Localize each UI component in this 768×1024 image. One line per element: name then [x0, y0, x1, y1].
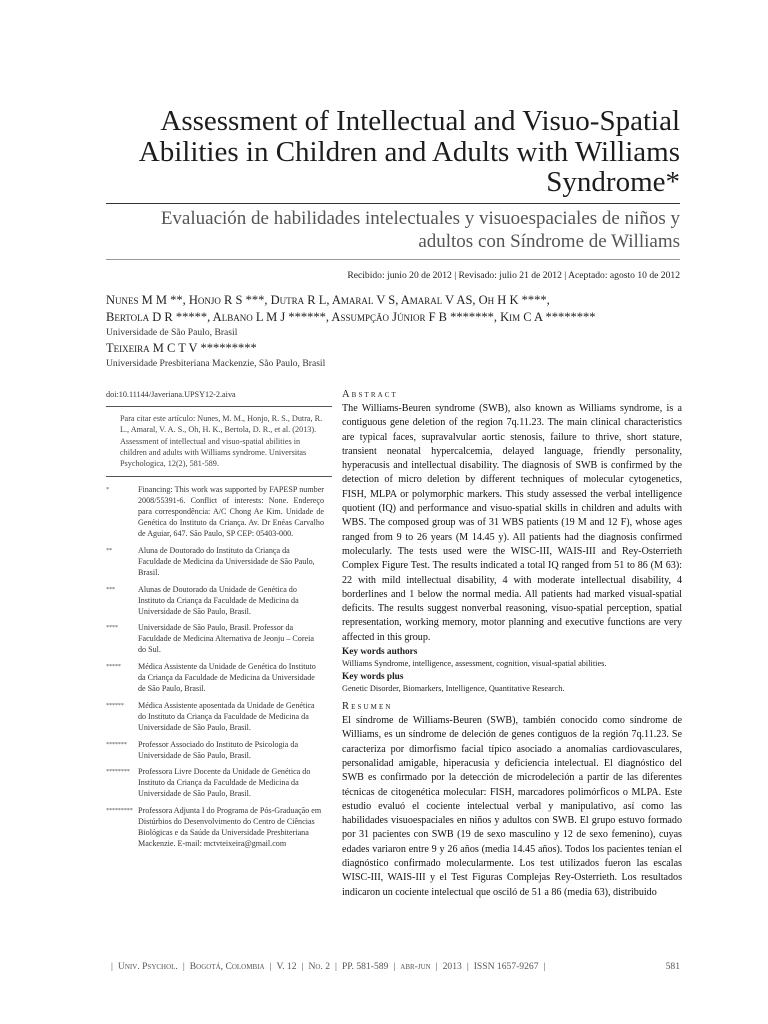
footnote — [106, 806, 326, 850]
resumen-section — [342, 701, 682, 900]
journal-info: | Univ. Psychol. | Bogotá, Colombia | V. 12 | No. 2 | PP. 581-589 | abr-jun | 2013 | ISSN 1657-9267 | — [111, 961, 546, 972]
authors-line-1: Nunes M M **, Honjo R S ***, Dutra R L, Amaral V S, Amaral V AS, Oh H K ****, — [106, 293, 550, 307]
left-column — [106, 389, 326, 856]
footnote-text: Professor Associado do Instituto de Psicologia da Universidade de São Paulo, Brasil. — [138, 739, 299, 760]
footnote — [106, 546, 326, 579]
footnote-text: Universidade de São Paulo, Brasil. Professor da Faculdade de Medicina Alternativa de Jeonju – Coreia do Sul. — [138, 623, 314, 655]
affiliation-1: Universidade de São Paulo, Brasil — [106, 327, 238, 338]
footer-pages: PP. 581-589 — [341, 961, 389, 972]
received-dates: Recibido: junio 20 de 2012 | Revisado: julio 21 de 2012 | Aceptado: agosto 10 de 2012 — [347, 270, 680, 281]
keywords-authors: Williams Syndrome, intelligence, assessment, cognition, visual-spatial abilities. — [342, 659, 607, 669]
title-divider — [106, 203, 680, 204]
footnote — [106, 767, 326, 800]
footnote-text: Aluna de Doutorado do Instituto da Criança da Faculdade de Medicina da Universidade de São Paulo, Brasil. — [138, 546, 315, 577]
citation-note: Para citar este artículo: Nunes, M. M., Honjo, R. S., Dutra, R. L., Amaral, V. A. S., Oh, H. K., Bertola, D. R., et al. (2013). Assessment of intellectual and visuo-spatial abilities in children and adults with Williams syndrome. Universitas Psychologica, 12(2), 581-589. — [120, 414, 323, 469]
page-footer — [106, 961, 680, 977]
footer-journal: Univ. Psychol. — [117, 961, 178, 972]
doi-divider — [106, 406, 332, 407]
footnote — [106, 740, 326, 762]
footer-volume: V. 12 — [276, 961, 297, 972]
footnote-mark: ** — [106, 547, 112, 555]
footer-year: 2013 — [442, 961, 462, 972]
doi-link[interactable]: doi:10.11144/Javeriana.UPSY12-2.aiva — [106, 390, 236, 399]
keywords-plus-label: Key words plus — [342, 672, 404, 683]
abstract-text: The Williams-Beuren syndrome (SWB), also known as Williams syndrome, is a contiguous gene deletion of the region 7q.11.23. The main clinical characteristics are typical faces, supravalvular aortic stenosis, failure to thrive, short stature, transient neonatal hypercalcemia, delayed language, friendly personality, hyperacusis and intellectual disability. The diagnosis of SWB is confirmed by the detection of micro deletion by different techniques of molecular cytogenetics, FISH, MLPA or polymorphic markers. This study assessed the verbal intelligence quotient (IQ) and performance and visuo-spatial skills in children and adults with WBS. The composed group was of 31 WBS patients (19 M and 12 F), whose ages ranged from 9 to 26 years (M 14.45 y). All patients had the diagnosis confirmed molecularly. The tests used were the WISC-III, WAIS-III and Rey-Osterrieth Complex Figure Test. The results indicated a total IQ ranged from 51 to 86 (M 63): 22 with mild intellectual disability, 4 with moderate intellectual disability, 4 borderlines and 1 below the normal media. All patients had marked visual-spatial deficits. The results suggest nonverbal reasoning, visuo-spatial perception, spatial representation, working memory, motor planning and executive functions are very affected in this group. — [342, 403, 682, 643]
footnote-text: Professora Adjunta I do Programa de Pós-Graduação em Distúrbios do Desenvolvimento do Centro de Ciências Biológicas e da Saúde da Universidade Presbiteriana Mackenzie. E-mail: mctvteixeira@gmail.com — [138, 806, 322, 848]
footnote-text: Médica Assistente da Unidade de Genética do Instituto da Criança da Faculdade de Medicina da Universidade de São Paulo, Brasil. — [138, 662, 316, 693]
footnote — [106, 623, 326, 656]
abstract-section — [342, 389, 682, 695]
keywords-authors-label: Key words authors — [342, 647, 418, 658]
keywords-plus: Genetic Disorder, Biomarkers, Intelligence, Quantitative Research. — [342, 684, 565, 694]
footnote-text: Financing: This work was supported by FAPESP number 2008/55391-6. Conflict of interests: None. Endereço para correspondência: A/C Chong Ae Kim. Unidade de Genética do Instituto da Criança. Av. Dr Enéas Carvalho de Aguiar, 647. São Paulo, SP CEP: 05403-000. — [138, 485, 324, 539]
footnote-mark: * — [106, 486, 109, 494]
footnote-mark: ***** — [106, 663, 121, 671]
footnote-text: Professora Livre Docente da Unidade de Genética do Instituto da Criança da Faculdade de Medicina da Universidade de São Paulo, Brasil. — [138, 767, 311, 799]
authors-block — [106, 292, 680, 371]
footnote — [106, 485, 326, 540]
right-column — [342, 389, 682, 900]
authors-line-2: Bertola D R *****, Albano L M J ******, Assumpção Júnior F B *******, Kim C A ******** — [106, 310, 596, 324]
footnote-mark: **** — [106, 624, 118, 632]
footnote-mark: ******* — [106, 740, 127, 748]
footnote-mark: ********* — [106, 807, 133, 815]
footnote — [106, 585, 326, 618]
footer-city: Bogotá, Colombia — [189, 961, 265, 972]
footnotes-list — [106, 485, 326, 849]
authors-line-3: Teixeira M C T V ********* — [106, 341, 257, 355]
footnote — [106, 662, 326, 695]
footnote — [106, 701, 326, 734]
resumen-text: El síndrome de Williams-Beuren (SWB), también conocido como síndrome de Williams, es un síndrome de deleción de genes contiguos de la región 7q.11.23. Se caracteriza por dimorfismo facial típico asociado a anomalías cardiovasculares, personalidad amigable, hiperacusia y deficiencia intelectual. El diagnóstico del SWB es confirmado por la detección de microdeleción a partir de las diferentes técnicas de citogenética molecular: FISH, marcadores polimórficos o MLPA. Este estudio evaluó el cociente intelectual verbal y manipulativo, así como las habilidades visuoespaciales en niños y adultos con SWB. El grupo estuvo formado por 31 pacientes con SWB (19 de sexo masculino y 12 de sexo femenino), cuyas edades variaron entre 9 y 26 años (media 14.45 años). Todos los pacientes tenían el diagnóstico confirmado molecularmente. Los test utilizados fueron las escalas WISC-III, WAIS-III y el Test Figuras Complejas Rey-Osterrieth. Los resultados indicaron un cociente intelectual que osciló de 51 a 86 (media 63), distribuido — [342, 715, 682, 898]
citation-divider — [106, 476, 332, 477]
footnote-text: Alunas de Doutorado da Unidade de Genética do Instituto da Criança da Faculdade de Medicina da Universidade de São Paulo, Brasil. — [138, 584, 299, 616]
footer-issn: ISSN 1657-9267 — [473, 961, 539, 972]
footer-number: No. 2 — [308, 961, 331, 972]
affiliation-2: Universidade Presbiteriana Mackenzie, São Paulo, Brasil — [106, 358, 326, 369]
abstract-heading: Abstract — [342, 389, 398, 400]
footer-months: abr-jun — [400, 961, 431, 972]
article-title: Assessment of Intellectual and Visuo-Spatial Abilities in Children and Adults with Williams Syndrome* — [138, 105, 680, 198]
footnote-mark: ****** — [106, 701, 124, 709]
subtitle-divider — [106, 259, 680, 260]
footnote-text: Médica Assistente aposentada da Unidade de Genética do Instituto da Criança da Faculdade de Medicina da Universidade de São Paulo, Brasil. — [138, 700, 315, 732]
resumen-heading: Resumen — [342, 701, 393, 713]
footnote-mark: ******** — [106, 768, 130, 776]
footnote-mark: *** — [106, 585, 115, 593]
page-number: 581 — [665, 961, 680, 972]
article-subtitle: Evaluación de habilidades intelectuales y visuoespaciales de niños y adultos con Síndrome de Williams — [160, 208, 680, 252]
